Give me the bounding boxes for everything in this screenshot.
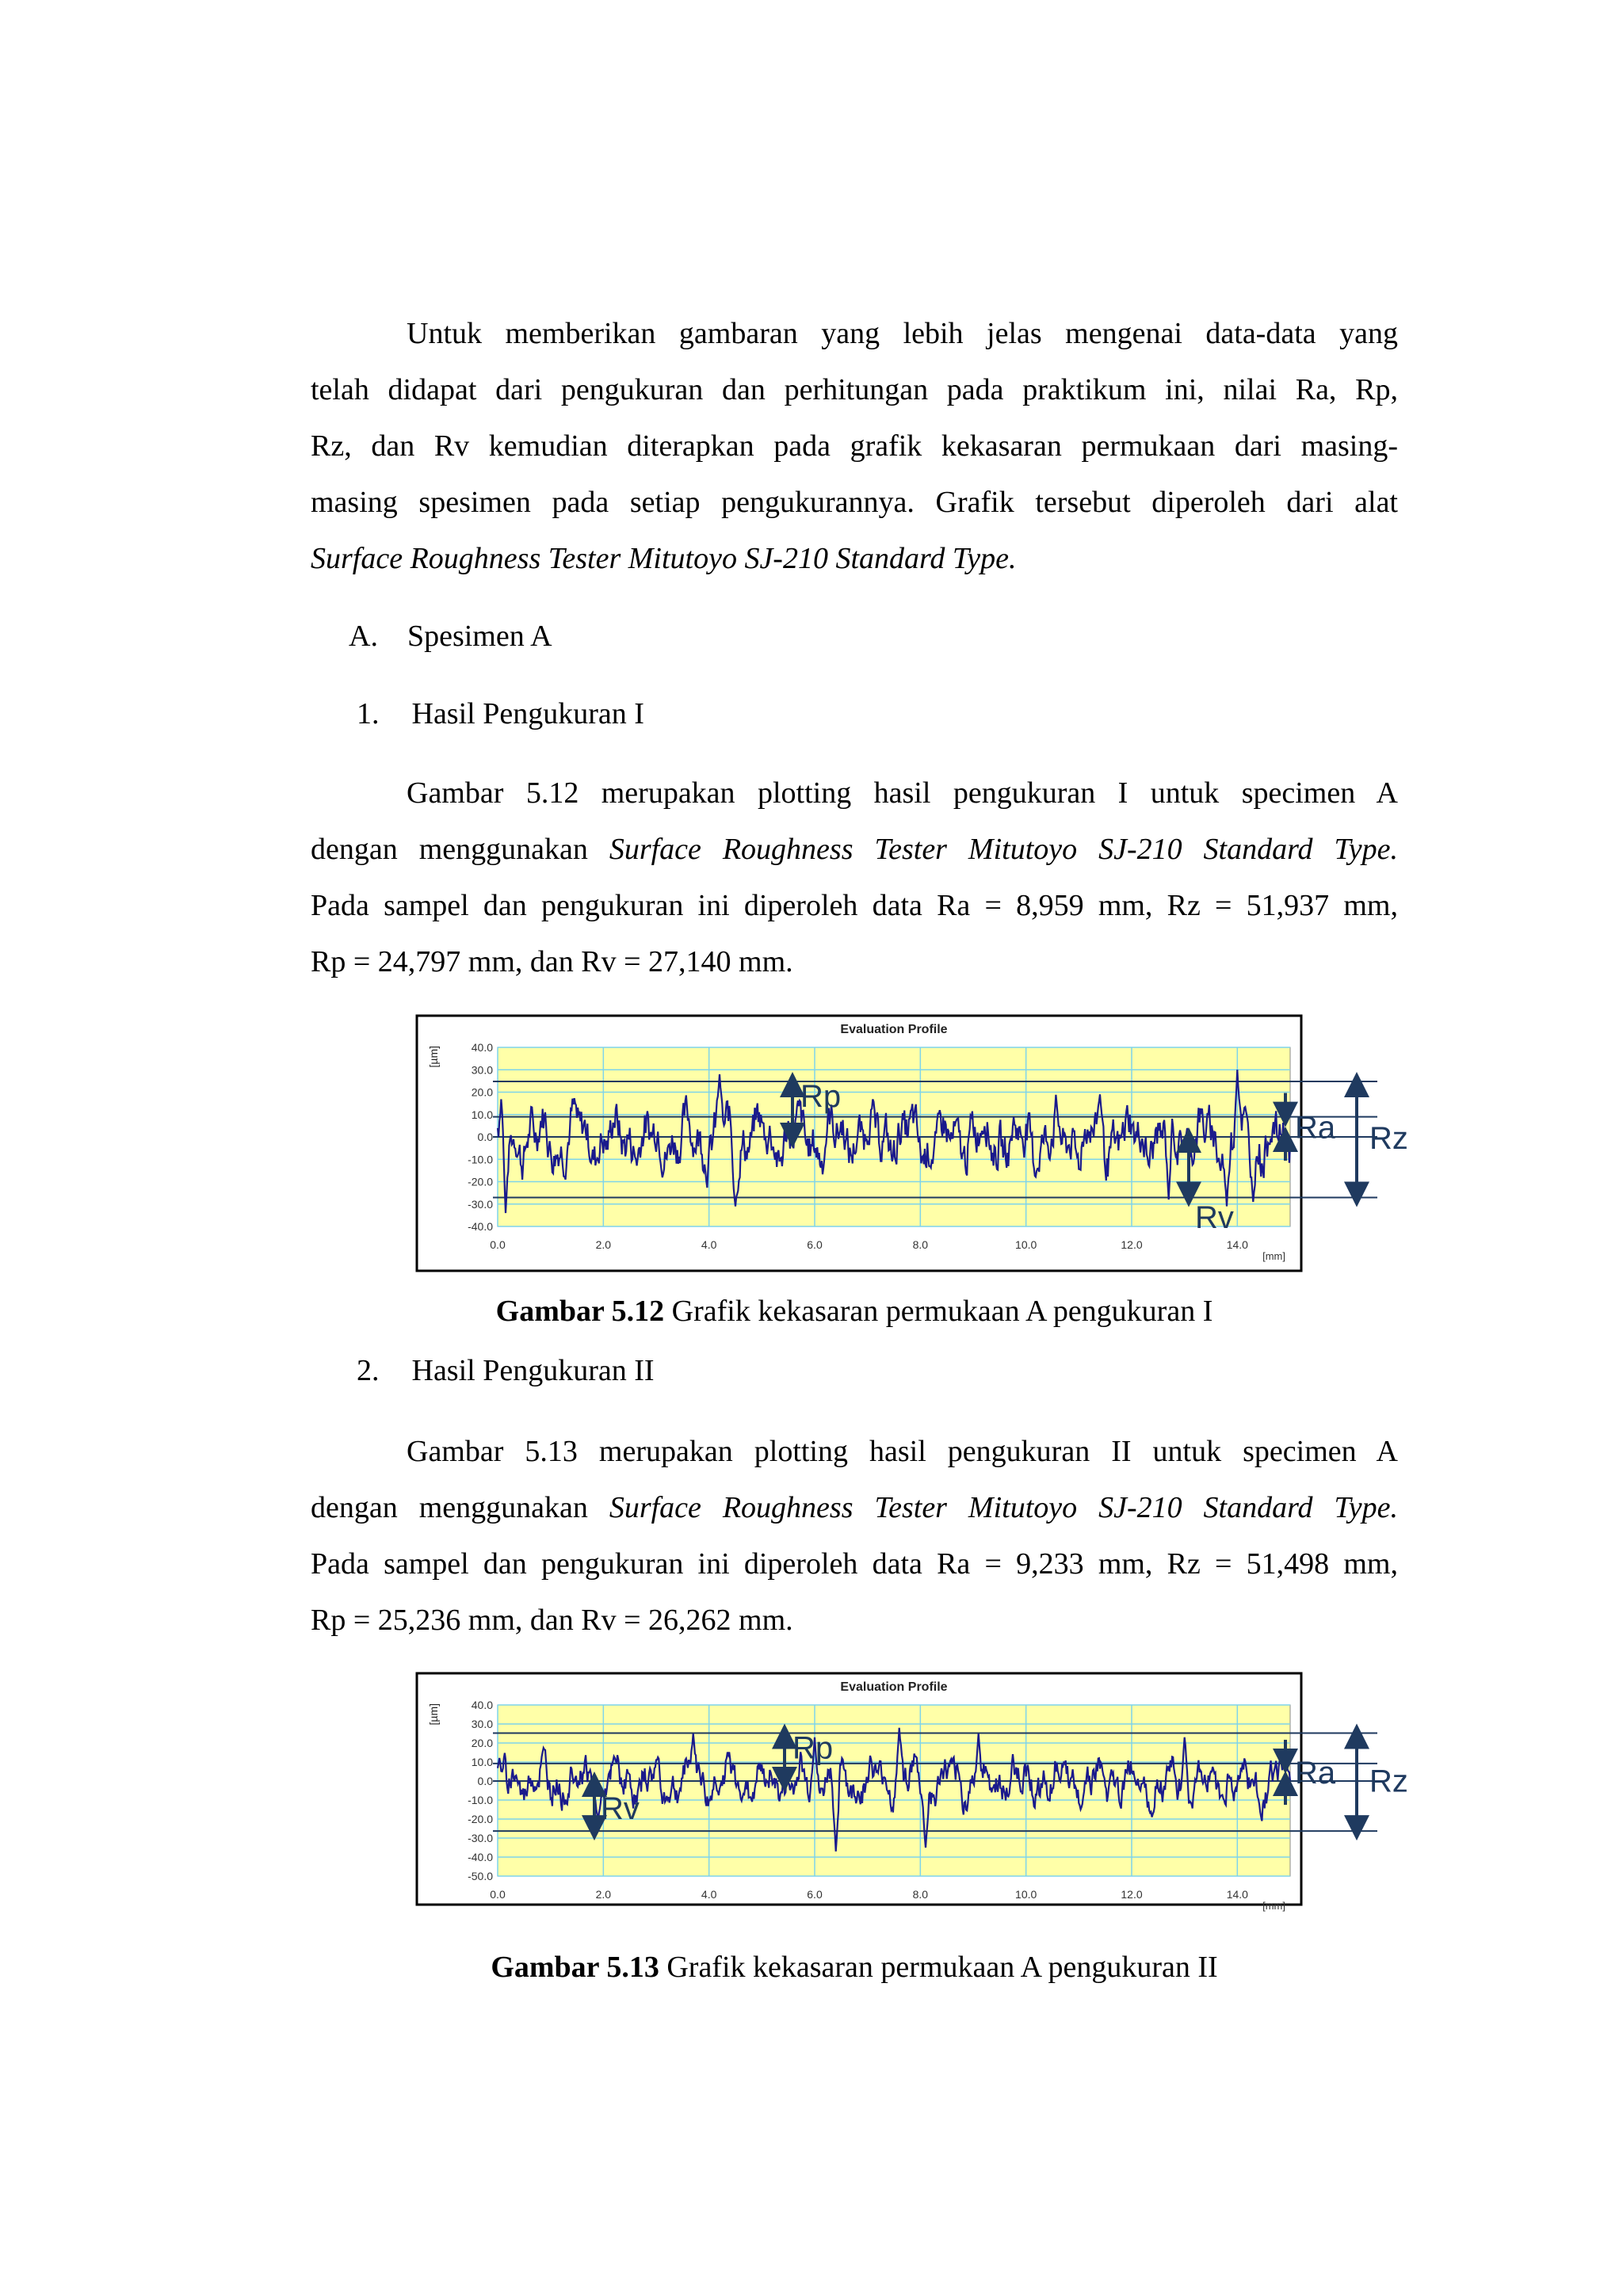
paragraph-2-line-4: Rp = 25,236 mm, dan Rv = 26,262 mm. xyxy=(311,1604,793,1637)
item-1-title: Hasil Pengukuran I xyxy=(411,697,644,730)
y-tick-label: 20.0 xyxy=(471,1085,493,1099)
rz-label: Rz xyxy=(1369,1121,1408,1157)
y-tick-label: -10.0 xyxy=(468,1794,493,1806)
paragraph-2-line-3: Pada sampel dan pengukuran ini diperoleh data Ra = 9,233 mm, Rz = 51,498 mm, xyxy=(311,1547,1398,1581)
rz-label: Rz xyxy=(1369,1764,1408,1799)
caption-1-text: Grafik kekasaran permukaan A pengukuran I xyxy=(664,1295,1213,1328)
paragraph-2-line-2 xyxy=(311,1480,1398,1536)
y-tick-label: -20.0 xyxy=(468,1175,493,1188)
y-tick-label: -50.0 xyxy=(468,1870,493,1882)
paragraph-1 xyxy=(311,765,1398,990)
y-tick-label: 10.0 xyxy=(471,1756,493,1768)
paragraph-1-line-2-text: dengan menggunakan xyxy=(311,833,609,866)
figure-5-13-chart xyxy=(0,1672,1623,1921)
rp-label: Rp xyxy=(800,1078,842,1114)
ra-label: Ra xyxy=(1295,1755,1336,1791)
item-2-heading xyxy=(357,1351,655,1390)
intro-line-2: telah didapat dari pengukuran dan perhitungan pada praktikum ini, nilai Ra, Rp, xyxy=(311,373,1398,406)
section-a-label: A. xyxy=(349,620,378,653)
item-1-label: 1. xyxy=(357,697,380,730)
rp-label: Rp xyxy=(792,1730,834,1766)
rv-label: Rv xyxy=(601,1791,640,1826)
paragraph-2-instrument: Surface Roughness Tester Mitutoyo SJ-210 Standard Type. xyxy=(609,1491,1398,1524)
ra-label: Ra xyxy=(1295,1110,1336,1146)
plot-area xyxy=(498,1705,1290,1876)
y-tick-label: 30.0 xyxy=(471,1063,493,1077)
instrument-name: Surface Roughness Tester Mitutoyo SJ-210 Standard Type. xyxy=(311,542,1017,575)
caption-figure-5-12 xyxy=(311,1291,1398,1331)
x-tick-label: 12.0 xyxy=(1121,1238,1143,1251)
chart-title: Evaluation Profile xyxy=(840,1680,948,1694)
x-tick-label: 8.0 xyxy=(912,1888,929,1901)
x-tick-label: 10.0 xyxy=(1015,1888,1037,1901)
x-axis-unit-label: [mm] xyxy=(1262,1900,1285,1912)
figure-5-12-chart xyxy=(0,1014,1623,1287)
x-tick-label: 2.0 xyxy=(595,1888,612,1901)
y-tick-label: 30.0 xyxy=(471,1718,493,1730)
evaluation-profile-chart-1 xyxy=(0,1014,1623,1283)
paragraph-2 xyxy=(311,1424,1398,1649)
caption-2-number: Gambar 5.13 xyxy=(491,1951,659,1984)
section-a-heading xyxy=(349,616,552,656)
paragraph-1-line-2 xyxy=(311,822,1398,878)
x-tick-label: 0.0 xyxy=(490,1238,506,1251)
intro-paragraph xyxy=(311,306,1398,587)
caption-2-text: Grafik kekasaran permukaan A pengukuran II xyxy=(659,1951,1218,1984)
y-tick-label: 10.0 xyxy=(471,1108,493,1121)
y-tick-label: 20.0 xyxy=(471,1737,493,1749)
x-tick-label: 0.0 xyxy=(490,1888,506,1901)
caption-figure-5-13 xyxy=(311,1947,1398,1987)
x-axis-unit-label: [mm] xyxy=(1262,1250,1285,1262)
x-tick-label: 6.0 xyxy=(807,1238,823,1251)
intro-line-3: Rz, dan Rv kemudian diterapkan pada grafik kekasaran permukaan dari masing- xyxy=(311,429,1398,463)
rv-label: Rv xyxy=(1195,1200,1234,1235)
item-1-heading xyxy=(357,694,644,734)
paragraph-1-instrument: Surface Roughness Tester Mitutoyo SJ-210 Standard Type. xyxy=(609,833,1398,866)
y-axis-unit-label: [µm] xyxy=(427,1703,440,1726)
caption-1-number: Gambar 5.12 xyxy=(495,1295,665,1328)
section-a-title: Spesimen A xyxy=(407,620,552,653)
y-tick-label: -40.0 xyxy=(468,1220,493,1233)
y-tick-label: 0.0 xyxy=(477,1775,493,1787)
x-tick-label: 14.0 xyxy=(1226,1238,1248,1251)
x-tick-label: 4.0 xyxy=(701,1888,717,1901)
item-2-title: Hasil Pengukuran II xyxy=(411,1354,655,1387)
y-axis-unit-label: [µm] xyxy=(427,1046,440,1068)
y-tick-label: 40.0 xyxy=(471,1041,493,1054)
intro-line-5 xyxy=(311,531,1398,587)
intro-line-4: masing spesimen pada setiap pengukurannya. Grafik tersebut diperoleh dari alat xyxy=(311,486,1398,519)
paragraph-2-line-1: Gambar 5.13 merupakan plotting hasil pengukuran II untuk specimen A xyxy=(407,1435,1398,1468)
paragraph-1-line-3: Pada sampel dan pengukuran ini diperoleh data Ra = 8,959 mm, Rz = 51,937 mm, xyxy=(311,889,1398,922)
x-tick-label: 8.0 xyxy=(912,1238,929,1251)
x-tick-label: 14.0 xyxy=(1226,1888,1248,1901)
y-tick-label: -20.0 xyxy=(468,1813,493,1825)
x-tick-label: 2.0 xyxy=(595,1238,612,1251)
chart-title: Evaluation Profile xyxy=(840,1023,948,1036)
item-2-label: 2. xyxy=(357,1354,380,1387)
x-tick-label: 12.0 xyxy=(1121,1888,1143,1901)
intro-line-1: Untuk memberikan gambaran yang lebih jelas mengenai data-data yang xyxy=(407,317,1398,350)
x-tick-label: 6.0 xyxy=(807,1888,823,1901)
y-tick-label: -30.0 xyxy=(468,1197,493,1211)
y-tick-label: 40.0 xyxy=(471,1699,493,1711)
paragraph-1-line-4: Rp = 24,797 mm, dan Rv = 27,140 mm. xyxy=(311,945,793,978)
y-tick-label: -40.0 xyxy=(468,1851,493,1863)
x-tick-label: 10.0 xyxy=(1015,1238,1037,1251)
y-tick-label: -30.0 xyxy=(468,1832,493,1844)
evaluation-profile-chart-2 xyxy=(0,1672,1623,1917)
x-tick-label: 4.0 xyxy=(701,1238,717,1251)
y-tick-label: -10.0 xyxy=(468,1153,493,1166)
y-tick-label: 0.0 xyxy=(477,1131,493,1143)
paragraph-2-line-2-text: dengan menggunakan xyxy=(311,1491,609,1524)
paragraph-1-line-1: Gambar 5.12 merupakan plotting hasil pengukuran I untuk specimen A xyxy=(407,776,1398,810)
